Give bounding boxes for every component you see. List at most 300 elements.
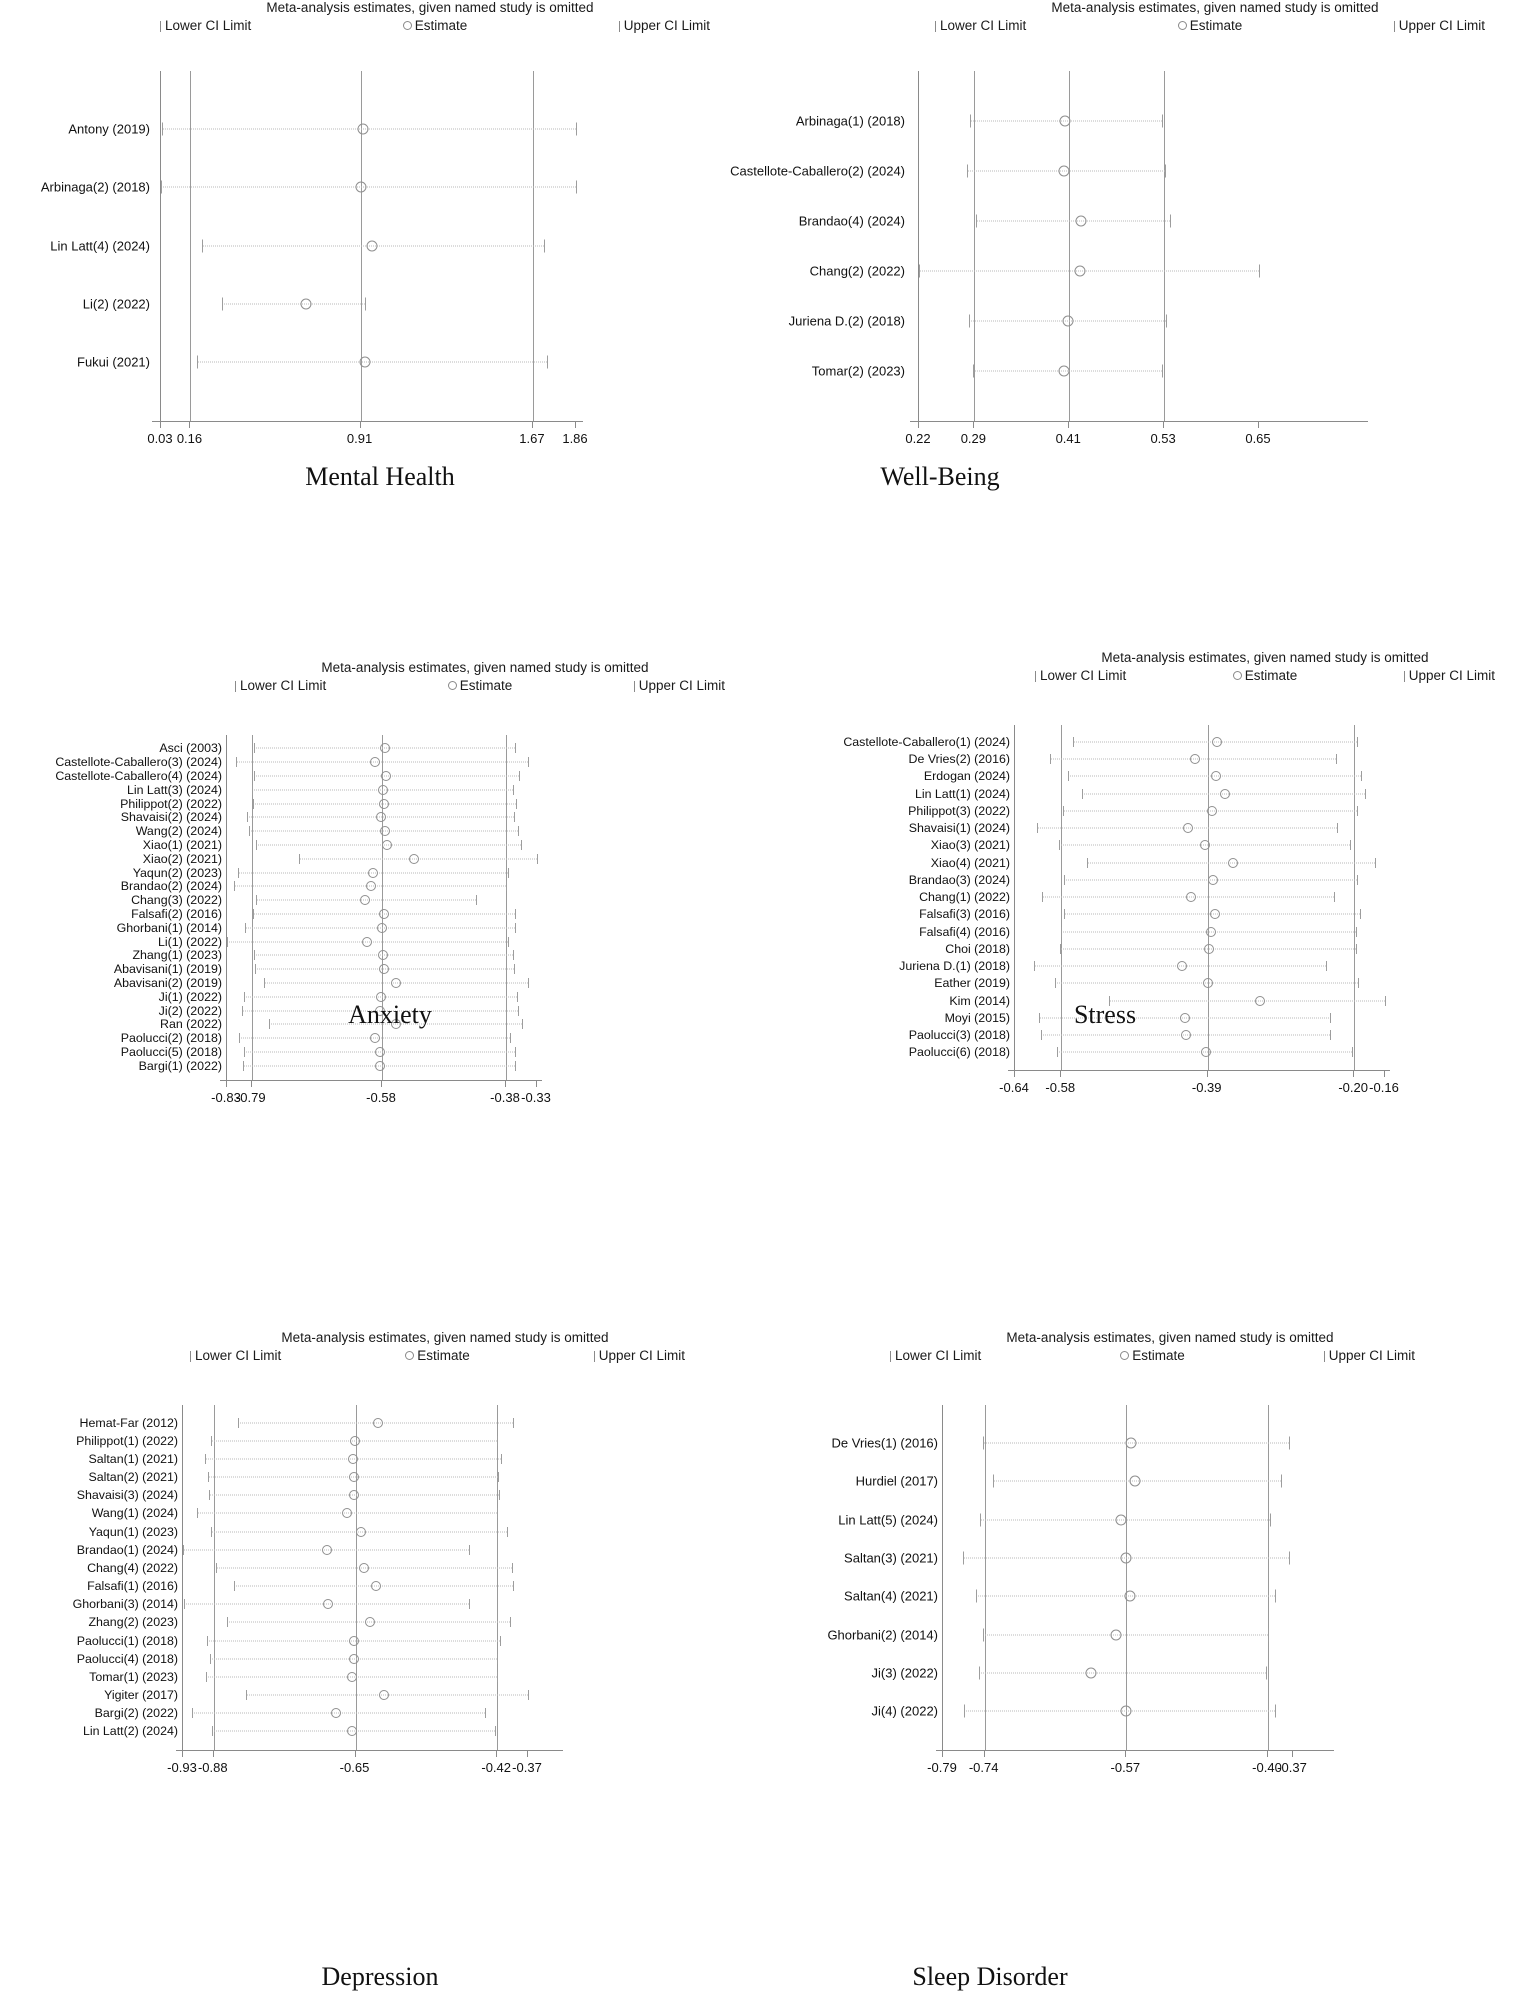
estimate-marker bbox=[379, 909, 389, 919]
lower-ci-cap bbox=[253, 909, 254, 919]
lower-ci-cap bbox=[254, 743, 255, 753]
lower-ci-cap bbox=[967, 164, 968, 177]
lower-ci-cap bbox=[252, 785, 253, 795]
upper-ci-cap bbox=[1357, 806, 1358, 816]
row-label: Wang(1) (2024) bbox=[91, 1506, 178, 1521]
upper-ci-cap bbox=[515, 909, 516, 919]
lower-ci-cap bbox=[1064, 875, 1065, 885]
estimate-marker bbox=[1115, 1514, 1126, 1525]
legend-lower: Lower CI Limit bbox=[190, 1348, 281, 1363]
upper-ci-cap bbox=[1334, 892, 1335, 902]
row-label: Falsafi(4) (2016) bbox=[919, 924, 1010, 939]
legend-lower: Lower CI Limit bbox=[160, 18, 251, 33]
circle-icon bbox=[448, 681, 457, 690]
reference-line bbox=[190, 71, 191, 421]
row-label: De Vries(2) (2016) bbox=[908, 751, 1010, 766]
lower-ci-cap bbox=[979, 1666, 980, 1679]
reference-line bbox=[497, 1405, 498, 1750]
plot-area-wrapper bbox=[730, 71, 1535, 461]
plot-area bbox=[160, 71, 575, 421]
tick-icon bbox=[160, 21, 161, 32]
lower-ci-cap bbox=[243, 1061, 244, 1071]
estimate-marker bbox=[1210, 909, 1220, 919]
row-label: Hurdiel (2017) bbox=[855, 1473, 938, 1489]
legend-estimate: Estimate bbox=[405, 1348, 470, 1363]
estimate-marker bbox=[371, 1581, 381, 1591]
upper-ci-cap bbox=[498, 1472, 499, 1482]
plot-area-wrapper bbox=[760, 725, 1535, 1110]
estimate-marker bbox=[348, 1454, 358, 1464]
x-axis-tick-label: -0.58 bbox=[366, 1089, 396, 1105]
estimate-marker bbox=[1183, 823, 1193, 833]
x-axis-tick-label: -0.33 bbox=[521, 1089, 551, 1105]
lower-ci-cap bbox=[1060, 944, 1061, 954]
upper-ci-cap bbox=[1352, 1047, 1353, 1057]
lower-ci-cap bbox=[249, 826, 250, 836]
lower-ci-cap bbox=[1050, 754, 1051, 764]
row-label: Lin Latt(5) (2024) bbox=[838, 1512, 938, 1528]
x-axis-tick bbox=[536, 1080, 537, 1087]
upper-ci-cap bbox=[485, 1708, 486, 1718]
upper-ci-cap bbox=[365, 297, 366, 310]
estimate-marker bbox=[350, 1436, 360, 1446]
row-label: Arbinaga(2) (2018) bbox=[40, 179, 150, 195]
confidence-interval-line bbox=[222, 303, 365, 304]
tick-icon bbox=[1035, 671, 1036, 682]
x-axis-tick bbox=[973, 421, 974, 428]
upper-ci-cap bbox=[513, 950, 514, 960]
x-axis-tick bbox=[1014, 1070, 1015, 1077]
row-label: Brandao(3) (2024) bbox=[908, 872, 1010, 887]
x-axis-tick-label: -0.88 bbox=[197, 1759, 228, 1775]
estimate-marker bbox=[375, 1061, 385, 1071]
estimate-marker bbox=[342, 1508, 352, 1518]
row-label: Ghorbani(2) (2014) bbox=[827, 1627, 938, 1643]
reference-line bbox=[1164, 71, 1165, 421]
estimate-marker bbox=[1206, 927, 1216, 937]
upper-ci-cap bbox=[495, 1726, 496, 1736]
x-axis-tick bbox=[189, 421, 190, 428]
x-axis-tick bbox=[532, 421, 533, 428]
x-axis-tick-label: -0.65 bbox=[339, 1759, 370, 1775]
x-axis-tick-label: -0.57 bbox=[1110, 1759, 1141, 1775]
row-label: De Vries(1) (2016) bbox=[831, 1435, 938, 1451]
estimate-marker bbox=[368, 868, 378, 878]
lower-ci-cap bbox=[256, 895, 257, 905]
x-axis-tick-label: -0.38 bbox=[490, 1089, 520, 1105]
upper-ci-cap bbox=[544, 239, 545, 252]
x-axis-tick bbox=[160, 421, 161, 428]
row-label: Kim (2014) bbox=[949, 993, 1010, 1008]
x-axis-tick bbox=[575, 421, 576, 428]
x-axis-tick bbox=[496, 1750, 497, 1757]
row-label: Paolucci(2) (2018) bbox=[120, 1030, 222, 1045]
tick-icon bbox=[235, 681, 236, 692]
row-label: Falsafi(2) (2016) bbox=[131, 906, 222, 921]
caption-stress: Stress bbox=[1073, 1000, 1137, 1029]
tick-icon bbox=[634, 681, 635, 692]
lower-ci-cap bbox=[212, 1726, 213, 1736]
estimate-marker bbox=[375, 1047, 385, 1057]
x-axis-tick-label: 0.16 bbox=[176, 430, 203, 446]
row-label: Philippot(3) (2022) bbox=[908, 803, 1010, 818]
x-axis-tick bbox=[1353, 1070, 1354, 1077]
x-axis-line bbox=[936, 1750, 1334, 1751]
upper-ci-cap bbox=[515, 1047, 516, 1057]
row-label: Antony (2019) bbox=[68, 121, 150, 137]
lower-ci-cap bbox=[1059, 840, 1060, 850]
lower-ci-cap bbox=[205, 1454, 206, 1464]
lower-ci-cap bbox=[970, 114, 971, 127]
estimate-marker bbox=[1228, 858, 1238, 868]
panel-well-being bbox=[730, 0, 1535, 446]
estimate-marker bbox=[1125, 1437, 1136, 1448]
estimate-marker bbox=[357, 123, 368, 134]
row-label: Shavaisi(3) (2024) bbox=[76, 1488, 178, 1503]
panel-title: Meta-analysis estimates, given named study is omitted bbox=[1006, 1330, 1334, 1345]
row-label-column bbox=[0, 1405, 178, 1750]
row-label-column bbox=[760, 1405, 938, 1750]
lower-ci-cap bbox=[206, 1672, 207, 1682]
upper-ci-cap bbox=[1162, 364, 1163, 377]
lower-ci-cap bbox=[244, 1047, 245, 1057]
row-label: Paolucci(6) (2018) bbox=[908, 1045, 1010, 1060]
upper-ci-cap bbox=[1281, 1475, 1282, 1488]
legend-upper: Upper CI Limit bbox=[634, 678, 725, 693]
estimate-marker bbox=[391, 978, 401, 988]
row-label: Choi (2018) bbox=[945, 941, 1010, 956]
estimate-marker bbox=[1207, 806, 1217, 816]
row-label: Lin Latt(2) (2024) bbox=[82, 1724, 178, 1739]
x-axis-tick-label: -0.74 bbox=[968, 1759, 999, 1775]
row-label: Shavaisi(2) (2024) bbox=[120, 810, 222, 825]
row-label: Abavisani(1) (2019) bbox=[113, 961, 222, 976]
estimate-marker bbox=[349, 1472, 359, 1482]
x-axis-line bbox=[1008, 1070, 1390, 1071]
x-axis-tick bbox=[360, 421, 361, 428]
estimate-marker bbox=[379, 1690, 389, 1700]
row-label-column bbox=[0, 735, 222, 1080]
estimate-marker bbox=[365, 1617, 375, 1627]
estimate-marker bbox=[378, 950, 388, 960]
estimate-marker bbox=[360, 357, 371, 368]
row-label: Philippot(1) (2022) bbox=[76, 1433, 178, 1448]
estimate-marker bbox=[373, 1418, 383, 1428]
x-axis-tick-label: -0.83 bbox=[211, 1089, 241, 1105]
upper-ci-cap bbox=[1330, 1030, 1331, 1040]
x-axis-tick-label: -0.37 bbox=[512, 1759, 542, 1775]
upper-ci-cap bbox=[1162, 114, 1163, 127]
estimate-marker bbox=[356, 1527, 366, 1537]
upper-ci-cap bbox=[497, 1436, 498, 1446]
row-label: Lin Latt(4) (2024) bbox=[50, 238, 150, 254]
lower-ci-cap bbox=[1064, 909, 1065, 919]
row-label: Lin Latt(3) (2024) bbox=[126, 782, 222, 797]
estimate-marker bbox=[1204, 944, 1214, 954]
lower-ci-cap bbox=[980, 1513, 981, 1526]
lower-ci-cap bbox=[1063, 806, 1064, 816]
tick-icon bbox=[619, 21, 620, 32]
x-axis-line bbox=[910, 421, 1368, 422]
upper-ci-cap bbox=[1337, 823, 1338, 833]
lower-ci-cap bbox=[239, 1033, 240, 1043]
caption-depression: Depression bbox=[321, 1962, 439, 1991]
circle-icon bbox=[1178, 21, 1187, 30]
upper-ci-cap bbox=[1357, 737, 1358, 747]
lower-ci-cap bbox=[183, 1545, 184, 1555]
x-axis-tick-label: -0.16 bbox=[1369, 1079, 1399, 1095]
estimate-marker bbox=[376, 812, 386, 822]
caption-well-being: Well-Being bbox=[880, 462, 1000, 491]
estimate-marker bbox=[379, 799, 389, 809]
lower-ci-cap bbox=[1068, 771, 1069, 781]
x-axis-tick-label: -0.37 bbox=[1277, 1759, 1307, 1775]
row-label: Xiao(4) (2021) bbox=[930, 855, 1010, 870]
row-label: Chang(1) (2022) bbox=[919, 889, 1010, 904]
legend-estimate: Estimate bbox=[1233, 668, 1298, 683]
upper-ci-cap bbox=[576, 181, 577, 194]
estimate-marker bbox=[1220, 789, 1230, 799]
row-label-column bbox=[0, 71, 150, 421]
row-label: Brandao(2) (2024) bbox=[120, 879, 222, 894]
plot-area-wrapper bbox=[0, 1405, 760, 1790]
upper-ci-cap bbox=[510, 1617, 511, 1627]
x-axis-tick-label: 1.86 bbox=[562, 430, 588, 446]
x-axis-tick-label: -0.40 bbox=[1252, 1759, 1282, 1775]
panel-sleep-disorder bbox=[760, 1330, 1535, 1890]
x-axis-tick bbox=[1207, 1070, 1208, 1077]
legend-lower: Lower CI Limit bbox=[1035, 668, 1126, 683]
estimate-marker bbox=[382, 840, 392, 850]
upper-ci-cap bbox=[1270, 1513, 1271, 1526]
upper-ci-cap bbox=[501, 1454, 502, 1464]
lower-ci-cap bbox=[227, 937, 228, 947]
lower-ci-cap bbox=[162, 122, 163, 135]
panel-title: Meta-analysis estimates, given named study is omitted bbox=[1051, 0, 1379, 15]
legend-upper: Upper CI Limit bbox=[619, 18, 710, 33]
circle-icon bbox=[405, 1351, 414, 1360]
row-label: Saltan(3) (2021) bbox=[844, 1550, 938, 1566]
x-axis-tick-label: 0.91 bbox=[346, 430, 373, 446]
upper-ci-cap bbox=[514, 964, 515, 974]
row-label: Bargi(1) (2022) bbox=[138, 1058, 222, 1073]
panel-anxiety bbox=[0, 660, 760, 1220]
row-label: Falsafi(1) (2016) bbox=[87, 1578, 178, 1593]
upper-ci-cap bbox=[521, 840, 522, 850]
row-label: Brandao(4) (2024) bbox=[798, 213, 905, 229]
row-label: Brandao(1) (2024) bbox=[76, 1542, 178, 1557]
estimate-marker bbox=[349, 1636, 359, 1646]
lower-ci-cap bbox=[209, 1490, 210, 1500]
lower-ci-cap bbox=[184, 1599, 185, 1609]
upper-ci-cap bbox=[515, 1061, 516, 1071]
x-axis-tick-label: -0.42 bbox=[481, 1759, 512, 1775]
lower-ci-cap bbox=[254, 771, 255, 781]
x-axis-tick bbox=[251, 1080, 252, 1087]
row-label: Asci (2003) bbox=[159, 741, 222, 756]
lower-ci-cap bbox=[969, 314, 970, 327]
upper-ci-cap bbox=[1275, 1590, 1276, 1603]
upper-ci-cap bbox=[499, 1490, 500, 1500]
upper-ci-cap bbox=[1289, 1551, 1290, 1564]
estimate-marker bbox=[1076, 215, 1087, 226]
upper-ci-cap bbox=[547, 356, 548, 369]
row-label: Yaqun(1) (2023) bbox=[88, 1524, 178, 1539]
lower-ci-cap bbox=[255, 964, 256, 974]
row-label: Ji(2) (2022) bbox=[158, 1003, 222, 1018]
upper-ci-cap bbox=[1358, 978, 1359, 988]
upper-ci-cap bbox=[469, 1599, 470, 1609]
row-label: Lin Latt(1) (2024) bbox=[914, 786, 1010, 801]
upper-ci-cap bbox=[510, 1033, 511, 1043]
estimate-marker bbox=[1129, 1476, 1140, 1487]
upper-ci-cap bbox=[515, 743, 516, 753]
upper-ci-cap bbox=[500, 1636, 501, 1646]
caption-sleep-disorder: Sleep Disorder bbox=[912, 1962, 1068, 1991]
row-label: Castellote-Caballero(4) (2024) bbox=[55, 768, 222, 783]
legend-upper: Upper CI Limit bbox=[1404, 668, 1495, 683]
upper-ci-cap bbox=[537, 854, 538, 864]
estimate-marker bbox=[1181, 1030, 1191, 1040]
row-label: Ji(4) (2022) bbox=[871, 1703, 938, 1719]
upper-ci-cap bbox=[497, 1654, 498, 1664]
lower-ci-cap bbox=[983, 1436, 984, 1449]
estimate-marker bbox=[1074, 265, 1085, 276]
upper-ci-cap bbox=[469, 1545, 470, 1555]
tick-icon bbox=[1394, 21, 1395, 32]
lower-ci-cap bbox=[1073, 737, 1074, 747]
row-label-column bbox=[730, 71, 905, 421]
x-axis-tick bbox=[505, 1080, 506, 1087]
estimate-marker bbox=[379, 964, 389, 974]
row-label: Xiao(2) (2021) bbox=[142, 851, 222, 866]
lower-ci-cap bbox=[1087, 858, 1088, 868]
legend-estimate: Estimate bbox=[448, 678, 513, 693]
x-axis-tick bbox=[381, 1080, 382, 1087]
upper-ci-cap bbox=[516, 799, 517, 809]
row-label: Ghorbani(3) (2014) bbox=[72, 1597, 178, 1612]
reference-line bbox=[1126, 1405, 1127, 1750]
estimate-marker bbox=[1177, 961, 1187, 971]
row-label: Ji(3) (2022) bbox=[871, 1665, 938, 1681]
upper-ci-cap bbox=[1165, 164, 1166, 177]
lower-ci-cap bbox=[238, 1418, 239, 1428]
x-axis-tick-label: -0.93 bbox=[167, 1759, 197, 1775]
plot-area-wrapper bbox=[0, 71, 760, 461]
lower-ci-cap bbox=[1082, 789, 1083, 799]
estimate-marker bbox=[1121, 1706, 1132, 1717]
lower-ci-cap bbox=[1037, 823, 1038, 833]
lower-ci-cap bbox=[210, 1654, 211, 1664]
upper-ci-cap bbox=[1375, 858, 1376, 868]
tick-icon bbox=[1404, 671, 1405, 682]
row-label: Shavaisi(1) (2024) bbox=[908, 820, 1010, 835]
lower-ci-cap bbox=[211, 1436, 212, 1446]
lower-ci-cap bbox=[222, 297, 223, 310]
upper-ci-cap bbox=[513, 1418, 514, 1428]
lower-ci-cap bbox=[299, 854, 300, 864]
lower-ci-cap bbox=[197, 1508, 198, 1518]
upper-ci-cap bbox=[1330, 1013, 1331, 1023]
panel-legend bbox=[225, 678, 745, 693]
x-axis-tick-label: -0.39 bbox=[1191, 1079, 1222, 1095]
row-label: Saltan(1) (2021) bbox=[88, 1451, 178, 1466]
estimate-marker bbox=[380, 826, 390, 836]
estimate-marker bbox=[1211, 771, 1221, 781]
lower-ci-cap bbox=[1041, 1030, 1042, 1040]
row-label: Ji(1) (2022) bbox=[158, 989, 222, 1004]
plot-area bbox=[182, 1405, 527, 1750]
estimate-marker bbox=[381, 771, 391, 781]
estimate-marker bbox=[349, 1654, 359, 1664]
x-axis-tick-label: 0.22 bbox=[905, 430, 931, 446]
estimate-marker bbox=[1186, 892, 1196, 902]
row-label: Philippot(2) (2022) bbox=[120, 796, 222, 811]
confidence-interval-line bbox=[197, 362, 546, 363]
estimate-marker bbox=[370, 757, 380, 767]
upper-ci-cap bbox=[1170, 214, 1171, 227]
lower-ci-cap bbox=[964, 1705, 965, 1718]
plot-area-wrapper bbox=[760, 1405, 1535, 1790]
panel-legend bbox=[895, 18, 1535, 33]
lower-ci-cap bbox=[976, 214, 977, 227]
upper-ci-cap bbox=[528, 757, 529, 767]
plot-area bbox=[942, 1405, 1292, 1750]
x-axis-tick bbox=[182, 1750, 183, 1757]
upper-ci-cap bbox=[1268, 1628, 1269, 1641]
estimate-marker bbox=[1085, 1667, 1096, 1678]
upper-ci-cap bbox=[514, 812, 515, 822]
estimate-marker bbox=[331, 1708, 341, 1718]
x-axis-tick bbox=[1258, 421, 1259, 428]
lower-ci-cap bbox=[236, 757, 237, 767]
panel-title: Meta-analysis estimates, given named study is omitted bbox=[266, 0, 594, 15]
lower-ci-cap bbox=[197, 356, 198, 369]
estimate-marker bbox=[378, 785, 388, 795]
row-label: Ghorbani(1) (2014) bbox=[116, 920, 222, 935]
lower-ci-cap bbox=[1042, 892, 1043, 902]
row-label: Wang(2) (2024) bbox=[135, 823, 222, 838]
estimate-marker bbox=[1200, 840, 1210, 850]
x-axis-tick-label: -0.79 bbox=[235, 1089, 266, 1105]
upper-ci-cap bbox=[576, 122, 577, 135]
estimate-marker bbox=[1059, 165, 1070, 176]
caption-mental-health: Mental Health bbox=[305, 462, 455, 491]
upper-ci-cap bbox=[1166, 314, 1167, 327]
upper-ci-cap bbox=[519, 771, 520, 781]
x-axis-tick bbox=[918, 421, 919, 428]
legend-estimate: Estimate bbox=[1120, 1348, 1185, 1363]
lower-ci-cap bbox=[247, 812, 248, 822]
caption-anxiety: Anxiety bbox=[348, 1000, 432, 1029]
plot-area-wrapper bbox=[0, 735, 760, 1120]
panel-depression bbox=[0, 1330, 760, 1890]
estimate-marker bbox=[362, 937, 372, 947]
estimate-marker bbox=[370, 1033, 380, 1043]
row-label: Falsafi(3) (2016) bbox=[919, 907, 1010, 922]
row-label: Juriena D.(1) (2018) bbox=[899, 958, 1010, 973]
estimate-marker bbox=[1190, 754, 1200, 764]
x-axis-tick-label: -0.64 bbox=[999, 1079, 1029, 1095]
upper-ci-cap bbox=[1289, 1436, 1290, 1449]
x-axis-tick-label: -0.58 bbox=[1045, 1079, 1076, 1095]
legend-lower: Lower CI Limit bbox=[935, 18, 1026, 33]
tick-icon bbox=[935, 21, 936, 32]
x-axis-tick-label: 0.65 bbox=[1245, 430, 1271, 446]
estimate-marker bbox=[377, 923, 387, 933]
panel-title: Meta-analysis estimates, given named study is omitted bbox=[1101, 650, 1429, 665]
upper-ci-cap bbox=[1385, 996, 1386, 1006]
